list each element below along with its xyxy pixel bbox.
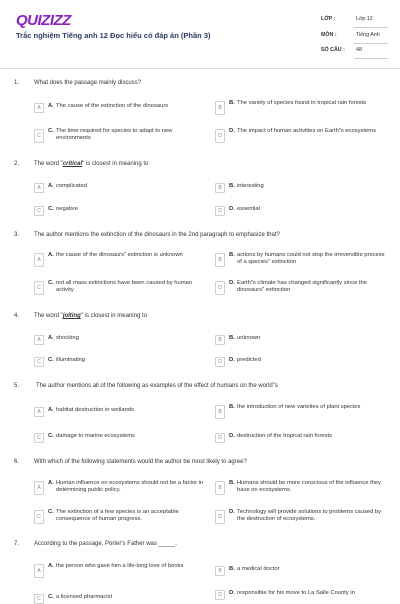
option-text: the cause of the dinosaurs" extinction is unknown [56,252,183,258]
question-number: 3. [14,232,20,238]
meta-grade-key: LỚP : [321,16,336,22]
question-text: The author mentions the extinction of the dinosaurs in the 2nd paragraph to emphasize that? [34,232,280,238]
question-text: With which of the following statements would the author be most likely to agree? [34,459,247,465]
option-text: The impact of human activities on Earth"s ecosystems [237,128,376,134]
meta-grade-underline [354,27,388,28]
question-number: 7. [14,541,20,547]
option-letter: B. [229,100,235,106]
option-text: damage to marine ecosystems [56,433,135,439]
question-keyword: critical [62,161,83,167]
option-letter: C. [48,594,54,600]
option-text: essential [237,206,260,212]
option-checkbox[interactable]: A [34,564,44,578]
question-number: 2. [14,161,20,167]
option-checkbox[interactable]: B [215,405,225,419]
option-letter: C. [48,280,54,286]
option-text: The extinction of a few species is an acceptable consequence of human progress. [56,509,179,522]
option-checkbox[interactable]: C [34,594,44,604]
option-letter: A. [48,407,54,413]
option-checkbox[interactable]: B [215,183,225,193]
meta-grade-value: Lớp 12 [356,16,373,22]
option-checkbox[interactable]: D [215,281,225,295]
option-text: habitat destruction in wetlands [56,407,134,413]
option-checkbox[interactable]: B [215,253,225,267]
question-text: What does the passage mainly discuss? [34,80,142,86]
option-letter: D. [229,357,235,363]
option-text: Humans should be more conscious of the influence they have on ecosystems. [237,480,382,493]
question-text: The word "critical" is closest in meaning to [34,161,149,167]
option-text: The time required for species to adapt to new environments [56,128,173,141]
option-checkbox[interactable]: D [215,129,225,143]
question-text: The author mentions all of the following as examples of the effect of humans on the world"s [36,383,278,389]
option-text: The cause of the extinction of the dinosaurs [56,103,169,109]
option-checkbox[interactable]: A [34,103,44,113]
option-letter: D. [229,509,235,515]
question-number: 5. [14,383,20,389]
meta-count-underline [354,58,388,59]
option-text: The variety of species found in tropical rain forests [237,100,367,106]
option-checkbox[interactable]: A [34,481,44,495]
option-checkbox[interactable]: C [34,281,44,295]
question-number: 4. [14,313,20,319]
option-letter: C. [48,509,54,515]
option-checkbox[interactable]: D [215,590,225,600]
option-text: destruction of the tropical rain forests [237,433,333,439]
option-checkbox[interactable]: C [34,510,44,524]
meta-count-value: 48 [356,47,362,53]
meta-subject-value: Tiếng Anh [356,32,380,38]
option-checkbox[interactable]: A [34,183,44,193]
question-keyword: jolting [62,313,81,319]
option-checkbox[interactable]: C [34,129,44,143]
option-letter: A. [48,252,54,258]
option-letter: A. [48,480,54,486]
question-number: 1. [14,80,20,86]
option-letter: C. [48,433,54,439]
option-text: shocking [56,335,79,341]
option-checkbox[interactable]: B [215,101,225,115]
option-checkbox[interactable]: B [215,566,225,576]
option-checkbox[interactable]: A [34,407,44,417]
meta-count [318,45,388,59]
option-letter: C. [48,206,54,212]
option-text: predicted [237,357,261,363]
option-checkbox[interactable]: B [215,481,225,495]
option-letter: A. [48,183,54,189]
option-letter: C. [48,357,54,363]
meta-count-key: SỐ CÂU : [321,47,345,53]
option-checkbox[interactable]: A [34,335,44,345]
option-text: Earth"s climate has changed significantly since the dinosaurs" extinction [237,280,367,293]
meta-subject [318,30,388,44]
option-text: a medical doctor [237,566,280,572]
option-text: negative [56,206,78,212]
option-letter: A. [48,563,54,569]
option-text: unknown [237,335,261,341]
option-checkbox[interactable]: D [215,433,225,443]
option-letter: B. [229,335,235,341]
option-letter: B. [229,183,235,189]
option-letter: D. [229,128,235,134]
option-checkbox[interactable]: C [34,433,44,443]
option-text: the person who gave him a life-long love of books [56,563,184,569]
meta-grade [318,14,388,28]
option-letter: D. [229,280,235,286]
option-text: responsible for his move to La Salle County in [237,590,355,596]
option-letter: A. [48,335,54,341]
option-letter: B. [229,480,235,486]
header-divider [0,68,400,69]
option-checkbox[interactable]: A [34,253,44,267]
option-checkbox[interactable]: C [34,357,44,367]
option-text: a licensed pharmacist [56,594,113,600]
question-text: The word "jolting" is closest in meaning to [34,313,147,319]
document-header [0,0,400,68]
document-title: Trắc nghiệm Tiếng anh 12 Đọc hiểu có đáp án (Phần 3) [16,31,211,40]
question-number: 6. [14,459,20,465]
option-checkbox[interactable]: D [215,357,225,367]
option-text: actions by humans could not stop the irreversible process of a species" extinction [237,252,385,265]
option-letter: D. [229,590,235,596]
option-letter: D. [229,433,235,439]
option-checkbox[interactable]: B [215,335,225,345]
option-text: the introduction of new varieties of plant species [237,404,361,410]
option-text: complicated [56,183,87,189]
option-text: not all mass extinctions have been caused by human activity [56,280,192,293]
option-letter: A. [48,103,54,109]
question-text: According to the passage, Porter's Father was _____. [34,541,177,547]
option-checkbox[interactable]: D [215,206,225,216]
option-letter: B. [229,252,235,258]
option-text: interesting [237,183,264,189]
option-letter: D. [229,206,235,212]
option-text: Human influence on ecosystems should not be a factor in determining public policy. [56,480,204,493]
option-letter: B. [229,404,235,410]
option-text: illuminating [56,357,85,363]
meta-subject-underline [354,43,388,44]
option-text: Technology will provide solutions to problems caused by the destruction of ecosystems. [237,509,382,522]
option-letter: B. [229,566,235,572]
brand-logo: QUIZIZZ [16,12,71,29]
option-checkbox[interactable]: C [34,206,44,216]
option-checkbox[interactable]: D [215,510,225,524]
meta-subject-key: MÔN : [321,32,337,38]
option-letter: C. [48,128,54,134]
